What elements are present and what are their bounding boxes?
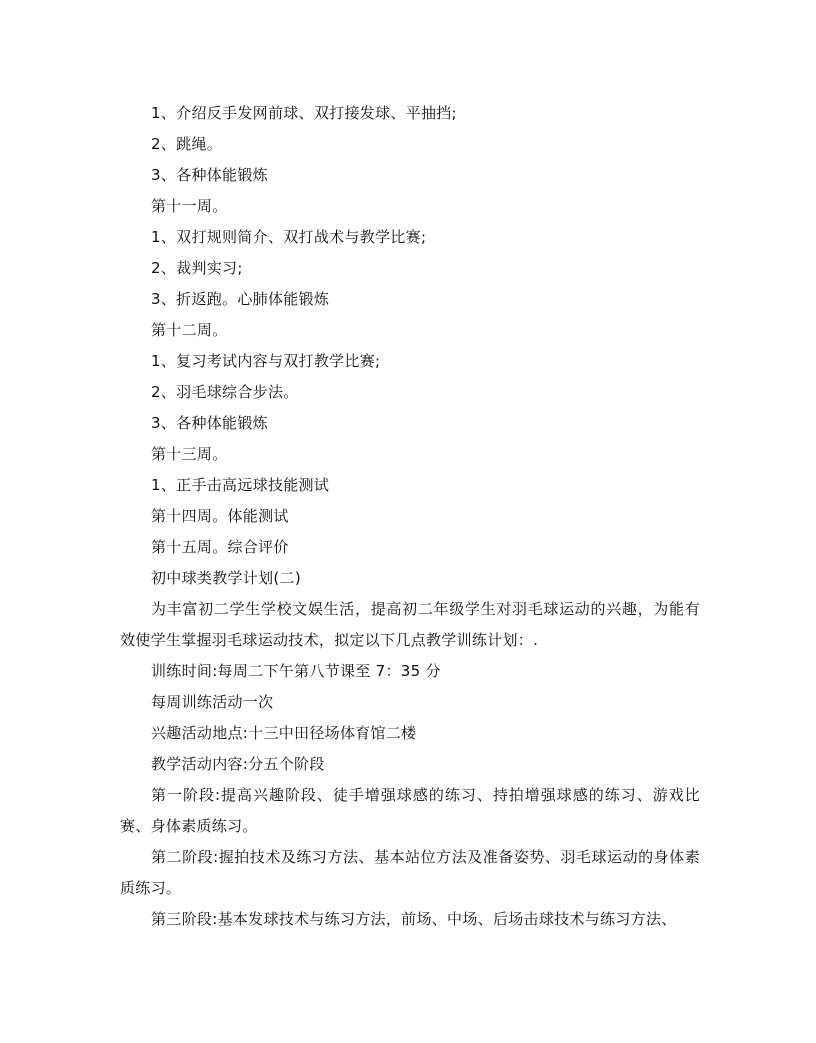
- text-line: 教学活动内容:分五个阶段: [151, 755, 325, 773]
- stage-paragraph: 第三阶段:基本发球技术与练习方法，前场、中场、后场击球技术与练习方法、: [151, 910, 677, 928]
- week-heading: 第十四周。体能测试: [151, 507, 289, 525]
- week-heading: 第十五周。综合评价: [151, 538, 289, 556]
- stage-paragraph: 第二阶段:握拍技术及练习方法、基本站位方法及准备姿势、羽毛球运动的身体素质练习。: [120, 848, 700, 897]
- text-line: 1、正手击高远球技能测试: [151, 476, 330, 494]
- text-line: 1、介绍反手发网前球、双打接发球、平抽挡;: [151, 104, 457, 122]
- text-line: 3、折返跑。心肺体能锻炼: [151, 290, 330, 308]
- text-line: 1、复习考试内容与双打教学比赛;: [151, 352, 381, 370]
- week-heading: 第十二周。: [151, 321, 228, 339]
- stage-paragraph: 第一阶段:提高兴趣阶段、徒手增强球感的练习、持拍增强球感的练习、游戏比赛、身体素质练习。: [120, 786, 700, 835]
- text-line: 3、各种体能锻炼: [151, 166, 268, 184]
- text-line: 2、跳绳。: [151, 135, 223, 153]
- text-line: 训练时间:每周二下午第八节课至 7：35 分: [151, 662, 441, 680]
- text-line: 2、裁判实习;: [151, 259, 243, 277]
- text-line: 每周训练活动一次: [151, 693, 274, 711]
- section-title: 初中球类教学计划(二): [151, 569, 302, 587]
- text-line: 2、羽毛球综合步法。: [151, 383, 299, 401]
- text-line: 3、各种体能锻炼: [151, 414, 268, 432]
- document-body: [120, 98, 700, 935]
- text-line: 兴趣活动地点:十三中田径场体育馆二楼: [151, 724, 417, 742]
- week-heading: 第十一周。: [151, 197, 228, 215]
- intro-paragraph: 为丰富初二学生学校文娱生活，提高初二年级学生对羽毛球运动的兴趣，为能有效使学生掌握羽毛球运动技术，拟定以下几点教学训练计划：.: [120, 600, 700, 649]
- week-heading: 第十三周。: [151, 445, 228, 463]
- text-line: 1、双打规则简介、双打战术与教学比赛;: [151, 228, 427, 246]
